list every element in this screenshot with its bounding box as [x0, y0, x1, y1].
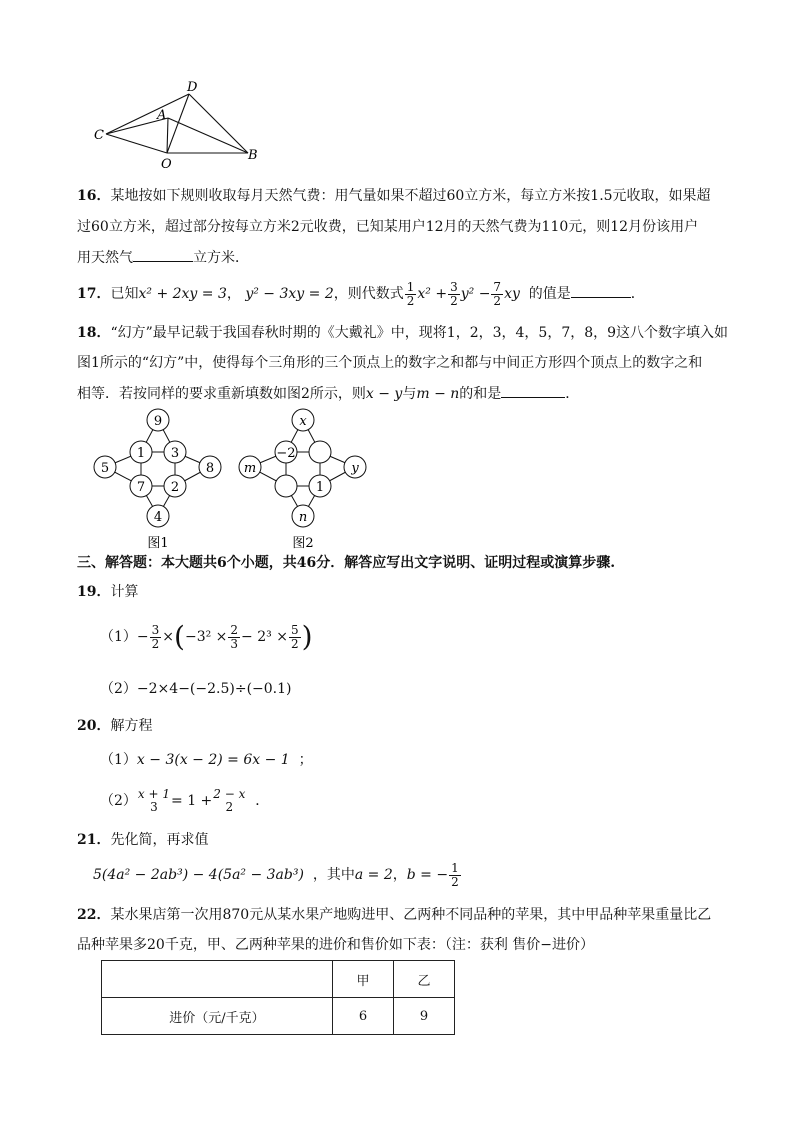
q22-text1: 某水果店第一次用870元从某水果产地购进甲、乙两种不同品种的苹果，其中甲品种苹果重量比乙	[110, 907, 712, 923]
magic-figure-1	[90, 405, 230, 550]
q19-p2-label: （2）	[100, 681, 137, 697]
table-cell: 9	[394, 998, 455, 1035]
q17-answer-blank[interactable]	[571, 297, 631, 298]
q16-line1	[77, 186, 711, 206]
segment-co	[106, 134, 167, 153]
segment-ab	[168, 118, 248, 153]
q21-cond-b: b = −	[406, 867, 449, 883]
q19-p1-in2: − 2³ ×	[241, 629, 288, 645]
q17-frac1: $\frac{1}{2}$	[406, 279, 415, 308]
q17-frac2: $\frac{3}{2}$	[450, 279, 458, 308]
q17-term1: x² +	[417, 286, 448, 302]
label-a: A	[157, 108, 167, 123]
q17-end: ．	[630, 286, 645, 302]
q19-title: 计算	[110, 584, 139, 600]
q17-pre: 已知	[110, 286, 139, 302]
q20-p1-expr: x − 3(x − 2) = 6x − 1	[136, 752, 290, 768]
fig1-tl: 1	[136, 446, 146, 461]
q20-p2-frac2: 2 − x 2	[213, 787, 246, 814]
fig2-caption: 图2	[292, 536, 314, 550]
fig2-tl: −2	[276, 446, 296, 461]
section3-heading: 三、解答题：本大题共6个小题，共46分．解答应写出文字说明、证明过程或演算步骤.	[77, 555, 616, 571]
q20-p2-mid: = 1 +	[171, 793, 213, 809]
segment-db	[189, 94, 248, 153]
q16-text3-end: 立方米．	[193, 250, 249, 266]
q19-p1-frac2: $\frac{2}{3}$	[230, 622, 239, 651]
table-row	[102, 998, 455, 1035]
table-header-row	[102, 961, 455, 998]
label-o: O	[161, 157, 172, 170]
label-c: C	[94, 128, 104, 143]
q21-expr-line	[93, 860, 462, 890]
q17-frac3: $\frac{7}{2}$	[493, 279, 502, 308]
q21-cond-a: a = 2	[354, 867, 393, 883]
q18-line1	[77, 323, 728, 343]
q19-p1-lead: −	[136, 629, 149, 645]
q20-part2	[100, 786, 269, 816]
q18-expr-mn: m − n	[416, 386, 460, 402]
fig1-tr: 3	[170, 446, 180, 461]
price-table	[101, 960, 455, 1035]
q19-p1-rparen: )	[301, 620, 313, 653]
q16-answer-blank[interactable]	[133, 261, 193, 262]
q20-title: 解方程	[110, 718, 153, 734]
q18-text3-end: 的和是	[459, 386, 502, 402]
q17-term3: xy	[504, 286, 520, 302]
q18-and: 与	[402, 386, 417, 402]
segment-ao	[167, 118, 168, 153]
q21-title: 先化简，再求值	[110, 832, 209, 848]
q17-mid: ，则代数式	[333, 286, 404, 302]
q19-p2-expr: −2×4−(−2.5)÷(−0.1)	[136, 681, 292, 697]
q21-expr: 5(4a² − 2ab³) − 4(5a² − 3ab³)	[93, 867, 304, 883]
q17-cond1: x² + 2xy = 3	[138, 286, 227, 302]
q19-p1-label: （1）	[100, 629, 137, 645]
q21-frac: $\frac{1}{2}$	[451, 860, 459, 889]
q20-part1	[100, 750, 313, 770]
label-b: B	[248, 148, 258, 163]
q22-number: 22．	[77, 907, 111, 923]
magic-figure-2	[235, 405, 375, 550]
q16-line3	[77, 248, 249, 268]
q18-line2: 图1所示的“幻方”中，使得每个三角形的三个顶点上的数字之和都与中间正方形四个顶点上的数字之和	[77, 355, 703, 371]
fig2-right: y	[351, 461, 359, 476]
q17-post: 的值是	[528, 286, 571, 302]
fig1-left: 5	[100, 461, 110, 476]
q17-sep: ，	[226, 286, 241, 302]
q18-line3	[77, 384, 579, 404]
table-header-cell	[102, 961, 333, 998]
q17-cond2: y² − 3xy = 2	[245, 286, 334, 302]
q18-answer-blank[interactable]	[501, 397, 565, 398]
q19-p1-frac3: $\frac{5}{2}$	[290, 622, 299, 651]
q16-text3: 用天然气	[77, 250, 133, 266]
q19-p1-in1: −3² ×	[184, 629, 228, 645]
q16-text1: 某地按如下规则收取每月天然气费：用气量如果不超过60立方米，每立方米按1.5元收取，如果超	[110, 188, 711, 204]
q20-p2-end: ．	[255, 793, 270, 809]
q21-title-line	[77, 830, 208, 850]
fig2-br: 1	[315, 480, 325, 495]
fig1-bl: 7	[136, 480, 146, 495]
q19-p1-lparen: (	[174, 620, 185, 653]
q19-title-line	[77, 582, 138, 602]
q19-number: 19．	[77, 584, 111, 600]
q22-line2: 品种苹果多20千克，甲、乙两种苹果的进价和售价如下表：（注：获利 售价−进价）	[77, 937, 594, 953]
q20-p2-frac1: x + 1 3	[137, 787, 171, 814]
q17-line	[77, 280, 645, 308]
fig1-caption: 图1	[147, 536, 169, 550]
q18-text1: “幻方”最早记载于我国春秋时期的《大戴礼》中，现将1，2，3，4，5，7，8，9这八个数字填入如	[110, 325, 729, 341]
q20-p1-end: ；	[298, 752, 313, 768]
q21-number: 21．	[77, 832, 111, 848]
fig1-br: 2	[170, 480, 180, 495]
table-cell: 6	[333, 998, 394, 1035]
fig1-top: 9	[153, 414, 163, 429]
q19-p1-frac1: $\frac{3}{2}$	[151, 622, 160, 651]
q20-number: 20．	[77, 718, 111, 734]
fig1-bottom: 4	[153, 510, 163, 525]
q21-cond-sep: ，	[392, 867, 407, 883]
q19-p1-times: ×	[162, 629, 175, 645]
table-header-cell: 乙	[394, 961, 455, 998]
q21-cond-pre: ，其中	[312, 867, 355, 883]
q22-line1	[77, 905, 711, 925]
q18-end: ．	[565, 386, 580, 402]
label-d: D	[187, 80, 198, 95]
q20-p2-label: （2）	[100, 793, 137, 809]
fig1-right: 8	[205, 461, 215, 476]
q16-line2: 过60立方米，超过部分按每立方米2元收费，已知某用户12月的天然气费为110元，则12月份该用户	[77, 219, 699, 235]
q18-text3: 相等．若按同样的要求重新填数如图2所示，则	[77, 386, 366, 402]
q19-part2	[100, 679, 292, 699]
fig2-bottom: n	[298, 510, 308, 525]
q18-number: 18．	[77, 325, 111, 341]
q19-part1	[100, 620, 313, 654]
fig2-left: m	[243, 461, 257, 476]
q20-title-line	[77, 716, 152, 736]
table-header-cell: 甲	[333, 961, 394, 998]
q16-number: 16．	[77, 188, 111, 204]
q17-term2: y² −	[460, 286, 491, 302]
geometry-figure	[88, 78, 278, 170]
q18-expr-xy: x − y	[365, 386, 403, 402]
q17-number: 17．	[77, 286, 111, 302]
q20-p1-label: （1）	[100, 752, 137, 768]
table-cell: 进价（元/千克）	[102, 998, 333, 1035]
fig2-top: x	[299, 414, 307, 429]
